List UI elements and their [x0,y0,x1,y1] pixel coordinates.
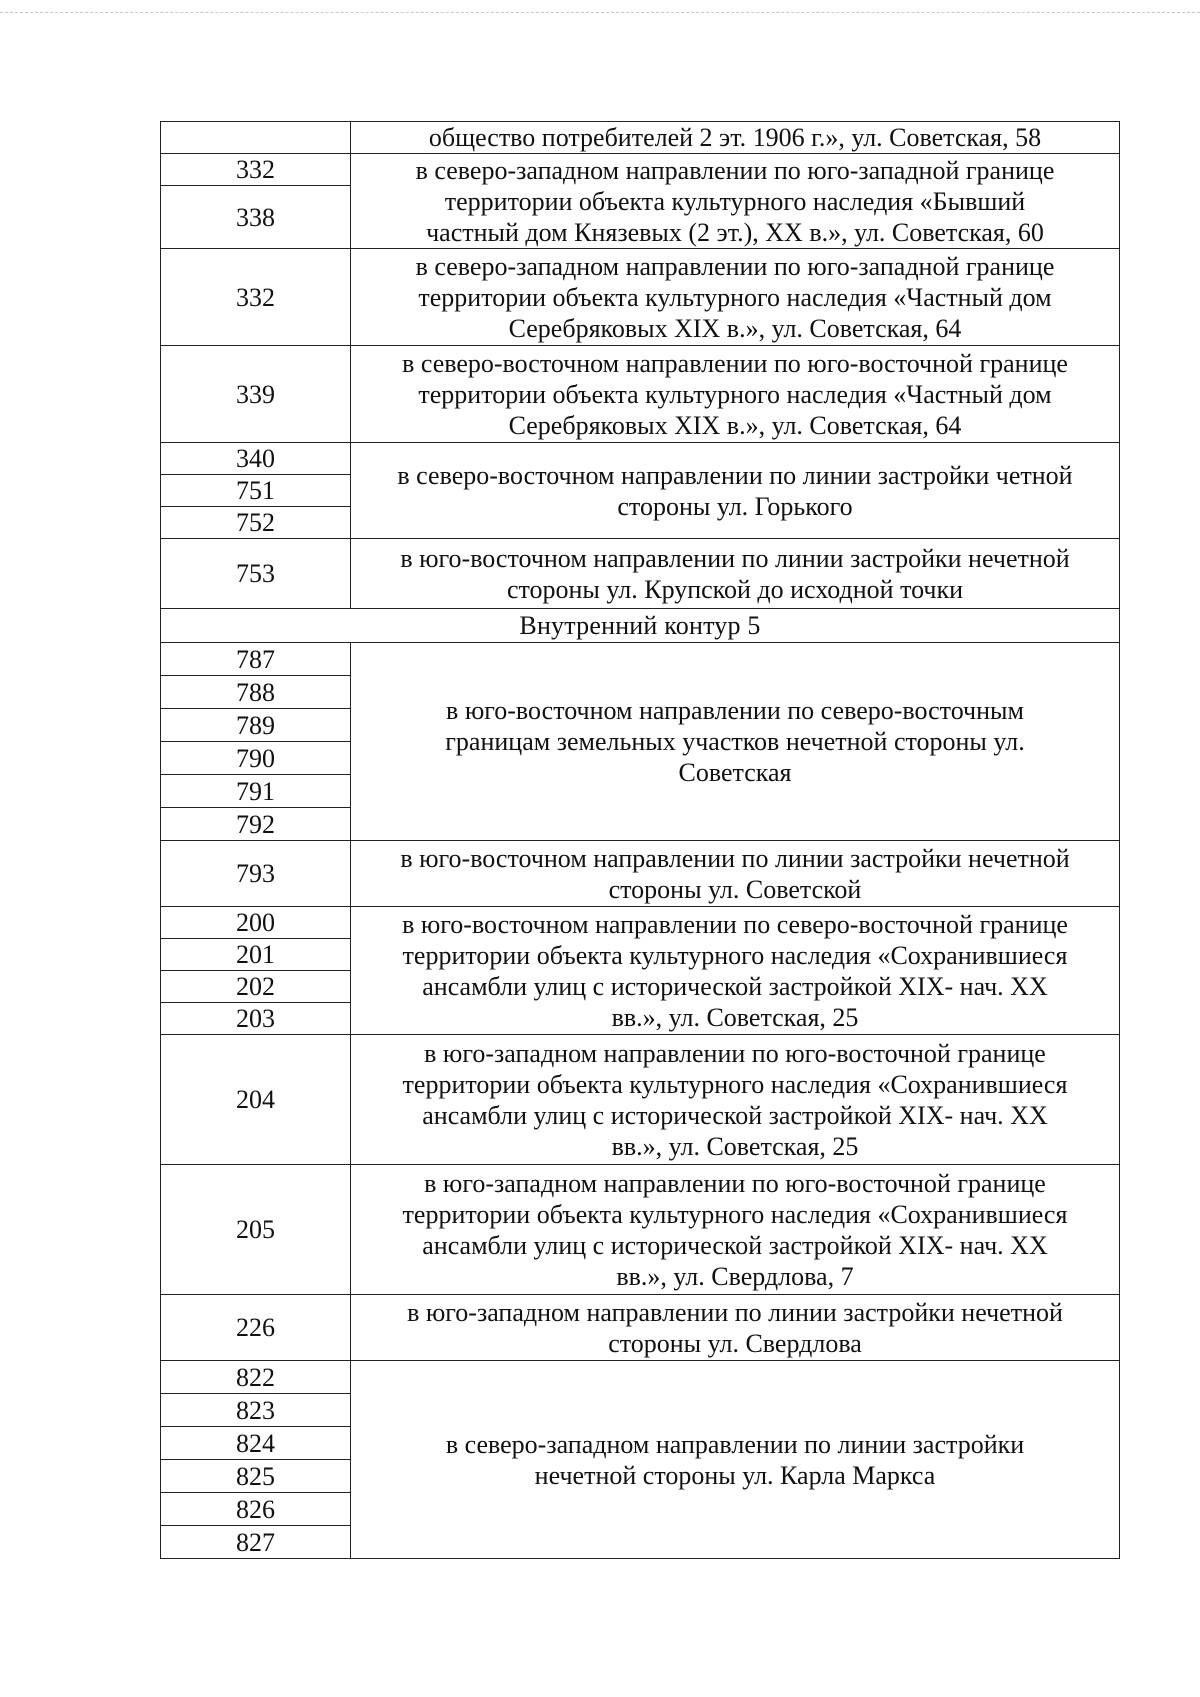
point-number-cell: 339 [161,346,351,443]
table-row [161,1165,1120,1295]
point-number-cell: 787 [161,643,351,676]
point-number-cell: 332 [161,154,351,186]
section-header-row [161,609,1120,643]
boundary-table [160,121,1120,1559]
direction-description-cell: в северо-западном направлении по линии застройки нечетной стороны ул. Карла Маркса [351,1361,1120,1559]
point-number-cell: 825 [161,1460,351,1493]
table-row [161,1035,1120,1165]
direction-description-cell: в юго-восточном направлении по линии застройки нечетной стороны ул. Советской [351,841,1120,907]
table-row [161,346,1120,443]
direction-description-cell: в северо-западном направлении по юго-западной границе территории объекта культурного наследия «Частный дом Серебряковых XIX в.», ул. Советская, 64 [351,249,1120,346]
point-number-cell: 793 [161,841,351,907]
point-number-cell: 751 [161,475,351,507]
point-number-cell: 332 [161,249,351,346]
point-number-cell: 200 [161,907,351,939]
point-number-cell: 753 [161,539,351,609]
point-number-cell: 202 [161,971,351,1003]
section-title: Внутренний контур 5 [161,609,1120,643]
direction-description-cell: в юго-западном направлении по линии застройки нечетной стороны ул. Свердлова [351,1295,1120,1361]
direction-description-cell: в северо-восточном направлении по линии застройки четной стороны ул. Горького [351,443,1120,539]
table-row [161,122,1120,154]
point-number-cell: 823 [161,1394,351,1427]
point-number-cell: 204 [161,1035,351,1165]
direction-description-cell: в юго-западном направлении по юго-восточной границе территории объекта культурного наследия «Сохранившиеся ансамбли улиц с исторической застройкой XIX- нач. XX вв.», ул. Советская, 25 [351,1035,1120,1165]
table-row [161,539,1120,609]
point-number-cell: 789 [161,709,351,742]
scan-edge-rule [0,12,1200,13]
direction-description-cell: в юго-западном направлении по юго-восточной границе территории объекта культурного наследия «Сохранившиеся ансамбли улиц с исторической застройкой XIX- нач. XX вв.», ул. Свердлова, 7 [351,1165,1120,1295]
point-number-cell: 791 [161,775,351,808]
point-number-cell: 338 [161,186,351,249]
point-number-cell [161,122,351,154]
direction-description-cell: в юго-восточном направлении по линии застройки нечетной стороны ул. Крупской до исходной точки [351,539,1120,609]
table-row [161,1361,1120,1394]
point-number-cell: 226 [161,1295,351,1361]
point-number-cell: 790 [161,742,351,775]
table-row [161,643,1120,676]
point-number-cell: 822 [161,1361,351,1394]
table-row [161,1295,1120,1361]
point-number-cell: 205 [161,1165,351,1295]
point-number-cell: 788 [161,676,351,709]
direction-description-cell: общество потребителей 2 эт. 1906 г.», ул. Советская, 58 [351,122,1120,154]
direction-description-cell: в северо-восточном направлении по юго-восточной границе территории объекта культурного наследия «Частный дом Серебряковых XIX в.», ул. Советская, 64 [351,346,1120,443]
table-row [161,154,1120,186]
point-number-cell: 340 [161,443,351,475]
point-number-cell: 201 [161,939,351,971]
direction-description-cell: в северо-западном направлении по юго-западной границе территории объекта культурного наследия «Бывший частный дом Князевых (2 эт.), XX в.», ул. Советская, 60 [351,154,1120,249]
direction-description-cell: в юго-восточном направлении по северо-восточной границе территории объекта культурного наследия «Сохранившиеся ансамбли улиц с исторической застройкой XIX- нач. XX вв.», ул. Советская, 25 [351,907,1120,1035]
point-number-cell: 824 [161,1427,351,1460]
point-number-cell: 826 [161,1493,351,1526]
point-number-cell: 203 [161,1003,351,1035]
point-number-cell: 752 [161,507,351,539]
table-row [161,841,1120,907]
point-number-cell: 827 [161,1526,351,1559]
table-row [161,443,1120,475]
table-row [161,907,1120,939]
table-row [161,249,1120,346]
direction-description-cell: в юго-восточном направлении по северо-восточным границам земельных участков нечетной стороны ул. Советская [351,643,1120,841]
point-number-cell: 792 [161,808,351,841]
